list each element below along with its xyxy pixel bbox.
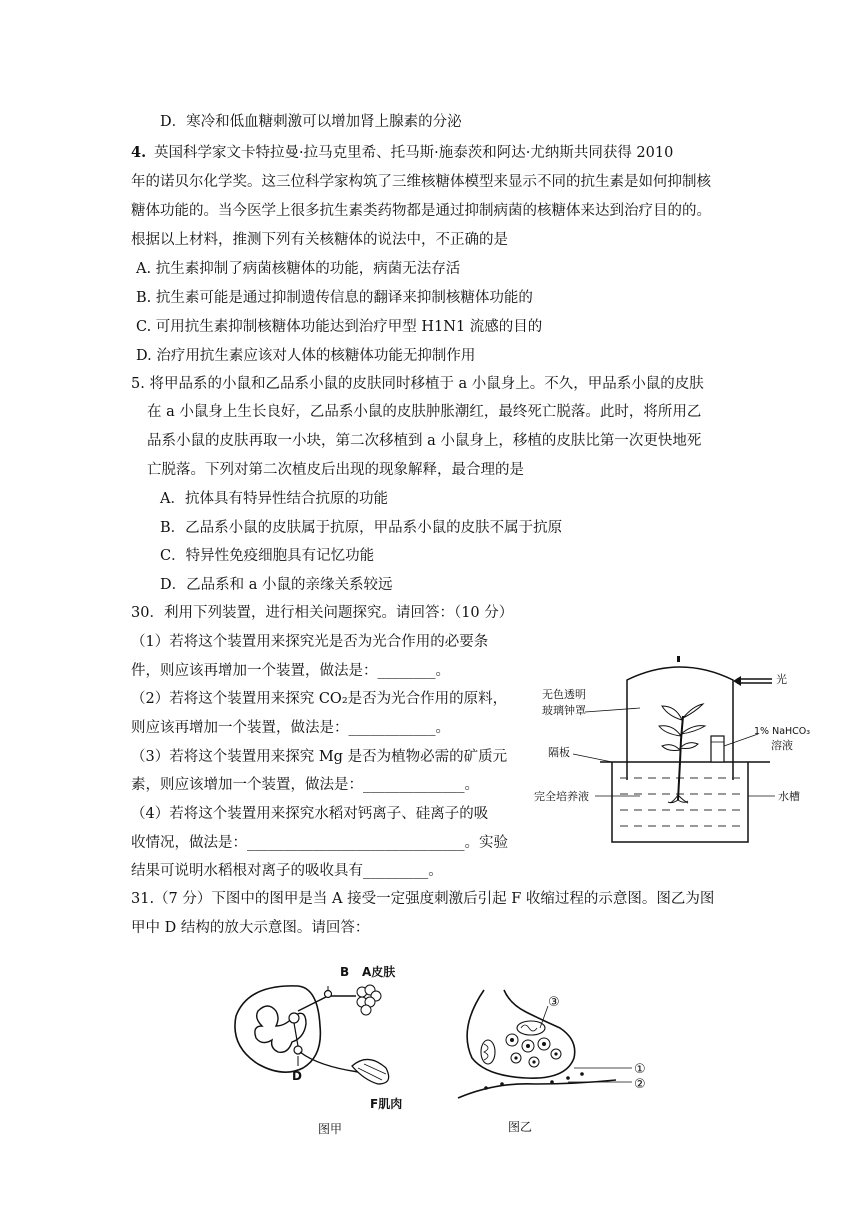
q5-option-d: D．乙品系和 a 小鼠的亲缘关系较远 bbox=[160, 577, 393, 593]
q4-option-d: D. 治疗用抗生素应该对人体的核糖体功能无抑制作用 bbox=[136, 348, 476, 364]
water-tank-label: 水槽 bbox=[778, 790, 800, 803]
figure-a-caption: 图甲 bbox=[318, 1122, 343, 1136]
label-d: D bbox=[292, 1069, 302, 1083]
q4-option-c: C. 可用抗生素抑制核糖体功能达到治疗甲型 H1N1 流感的目的 bbox=[136, 319, 543, 335]
q5-stem-line-3: 品系小鼠的皮肤再取一小块，第二次移植到 a 小鼠身上，移植的皮肤比第一次更快地死 bbox=[147, 433, 702, 449]
q30-title: 30．利用下列装置，进行相关问题探究。请回答：（10 分） bbox=[131, 605, 514, 621]
q4-number: 4. bbox=[131, 144, 147, 161]
label-1: ① bbox=[634, 1062, 646, 1077]
label-2: ② bbox=[634, 1077, 646, 1092]
q4-stem-line-3: 糖体功能的。当今医学上很多抗生素类药物都是通过抑制病菌的核糖体来达到治疗目的的。 bbox=[131, 203, 711, 219]
q5-option-c: C．特异性免疫细胞具有记忆功能 bbox=[160, 548, 375, 564]
q31-line-2: 甲中 D 结构的放大示意图。请回答： bbox=[131, 920, 370, 936]
bell-jar-apparatus-figure bbox=[534, 650, 820, 848]
label-f-muscle: F肌肉 bbox=[370, 1097, 403, 1111]
label-b: B bbox=[340, 965, 350, 979]
nutrient-solution-label: 完全培养液 bbox=[534, 790, 589, 803]
q4-stem-line-2: 年的诺贝尔化学奖。这三位科学家构筑了三维核糖体模型来显示不同的抗生素是如何抑制核 bbox=[131, 174, 711, 190]
q31-line-1: 31.（7 分）下图中的图甲是当 A 接受一定强度刺激后引起 F 收缩过程的示意图。图乙为图 bbox=[131, 891, 715, 907]
q3-option-d: D．寒冷和低血糖刺激可以增加肾上腺素的分泌 bbox=[160, 114, 462, 130]
q30-line-3: （2）若将这个装置用来探究 CO₂是否为光合作用的原料， bbox=[131, 691, 508, 707]
q4-stem-line-4: 根据以上材料，推测下列有关核糖体的说法中，不正确的是 bbox=[131, 232, 508, 248]
q30-line-6: 素，则应该增加一个装置，做法是：______________。 bbox=[131, 777, 479, 793]
reflex-arc-figure bbox=[228, 956, 408, 1116]
q4-option-b: B. 抗生素可能是通过抑制遗传信息的翻译来抑制核糖体功能的 bbox=[136, 290, 533, 306]
bell-jar-label-2: 玻璃钟罩 bbox=[542, 704, 586, 717]
q4-stem-line-1: 英国科学家文卡特拉曼·拉马克里希、托马斯·施泰茨和阿达·尤纳斯共同获得 2010 bbox=[154, 145, 674, 161]
q30-line-2: 件，则应该再增加一个装置，做法是：________。 bbox=[131, 663, 450, 679]
q5-stem-line-4: 亡脱落。下列对第二次植皮后出现的现象解释，最合理的是 bbox=[147, 462, 524, 478]
synapse-figure bbox=[456, 988, 676, 1108]
partition-label: 隔板 bbox=[548, 746, 570, 759]
label-3: ③ bbox=[548, 995, 560, 1010]
q5-option-a: A．抗体具有特异性结合抗原的功能 bbox=[160, 491, 388, 507]
q30-line-8: 收情况，做法是：______________________________。实验 bbox=[131, 835, 508, 851]
figure-b-caption: 图乙 bbox=[508, 1120, 533, 1134]
q30-line-4: 则应该再增加一个装置，做法是：____________。 bbox=[131, 720, 450, 736]
bell-jar-label-1: 无色透明 bbox=[542, 688, 586, 701]
label-a-skin: A皮肤 bbox=[362, 965, 396, 979]
solution-label: 溶液 bbox=[771, 739, 793, 752]
q30-line-1: （1）若将这个装置用来探究光是否为光合作用的必要条 bbox=[131, 634, 489, 650]
light-label: 光 bbox=[776, 673, 787, 686]
q5-stem-line-1: 5. 将甲品系的小鼠和乙品系小鼠的皮肤同时移植于 a 小鼠身上。不久，甲品系小鼠的皮肤 bbox=[131, 376, 704, 392]
q5-option-b: B．乙品系小鼠的皮肤属于抗原，甲品系小鼠的皮肤不属于抗原 bbox=[160, 520, 563, 536]
q30-line-5: （3）若将这个装置用来探究 Mg 是否为植物必需的矿质元 bbox=[131, 749, 508, 765]
q30-line-7: （4）若将这个装置用来探究水稻对钙离子、硅离子的吸 bbox=[131, 806, 489, 822]
nahco3-label: 1% NaHCO₃ bbox=[754, 726, 811, 737]
q4-option-a: A. 抗生素抑制了病菌核糖体的功能，病菌无法存活 bbox=[136, 261, 461, 277]
q5-stem-line-2: 在 a 小鼠身上生长良好，乙品系小鼠的皮肤肿胀潮红，最终死亡脱落。此时，将所用乙 bbox=[147, 404, 702, 420]
q30-line-9: 结果可说明水稻根对离子的吸收具有_________。 bbox=[131, 863, 443, 879]
